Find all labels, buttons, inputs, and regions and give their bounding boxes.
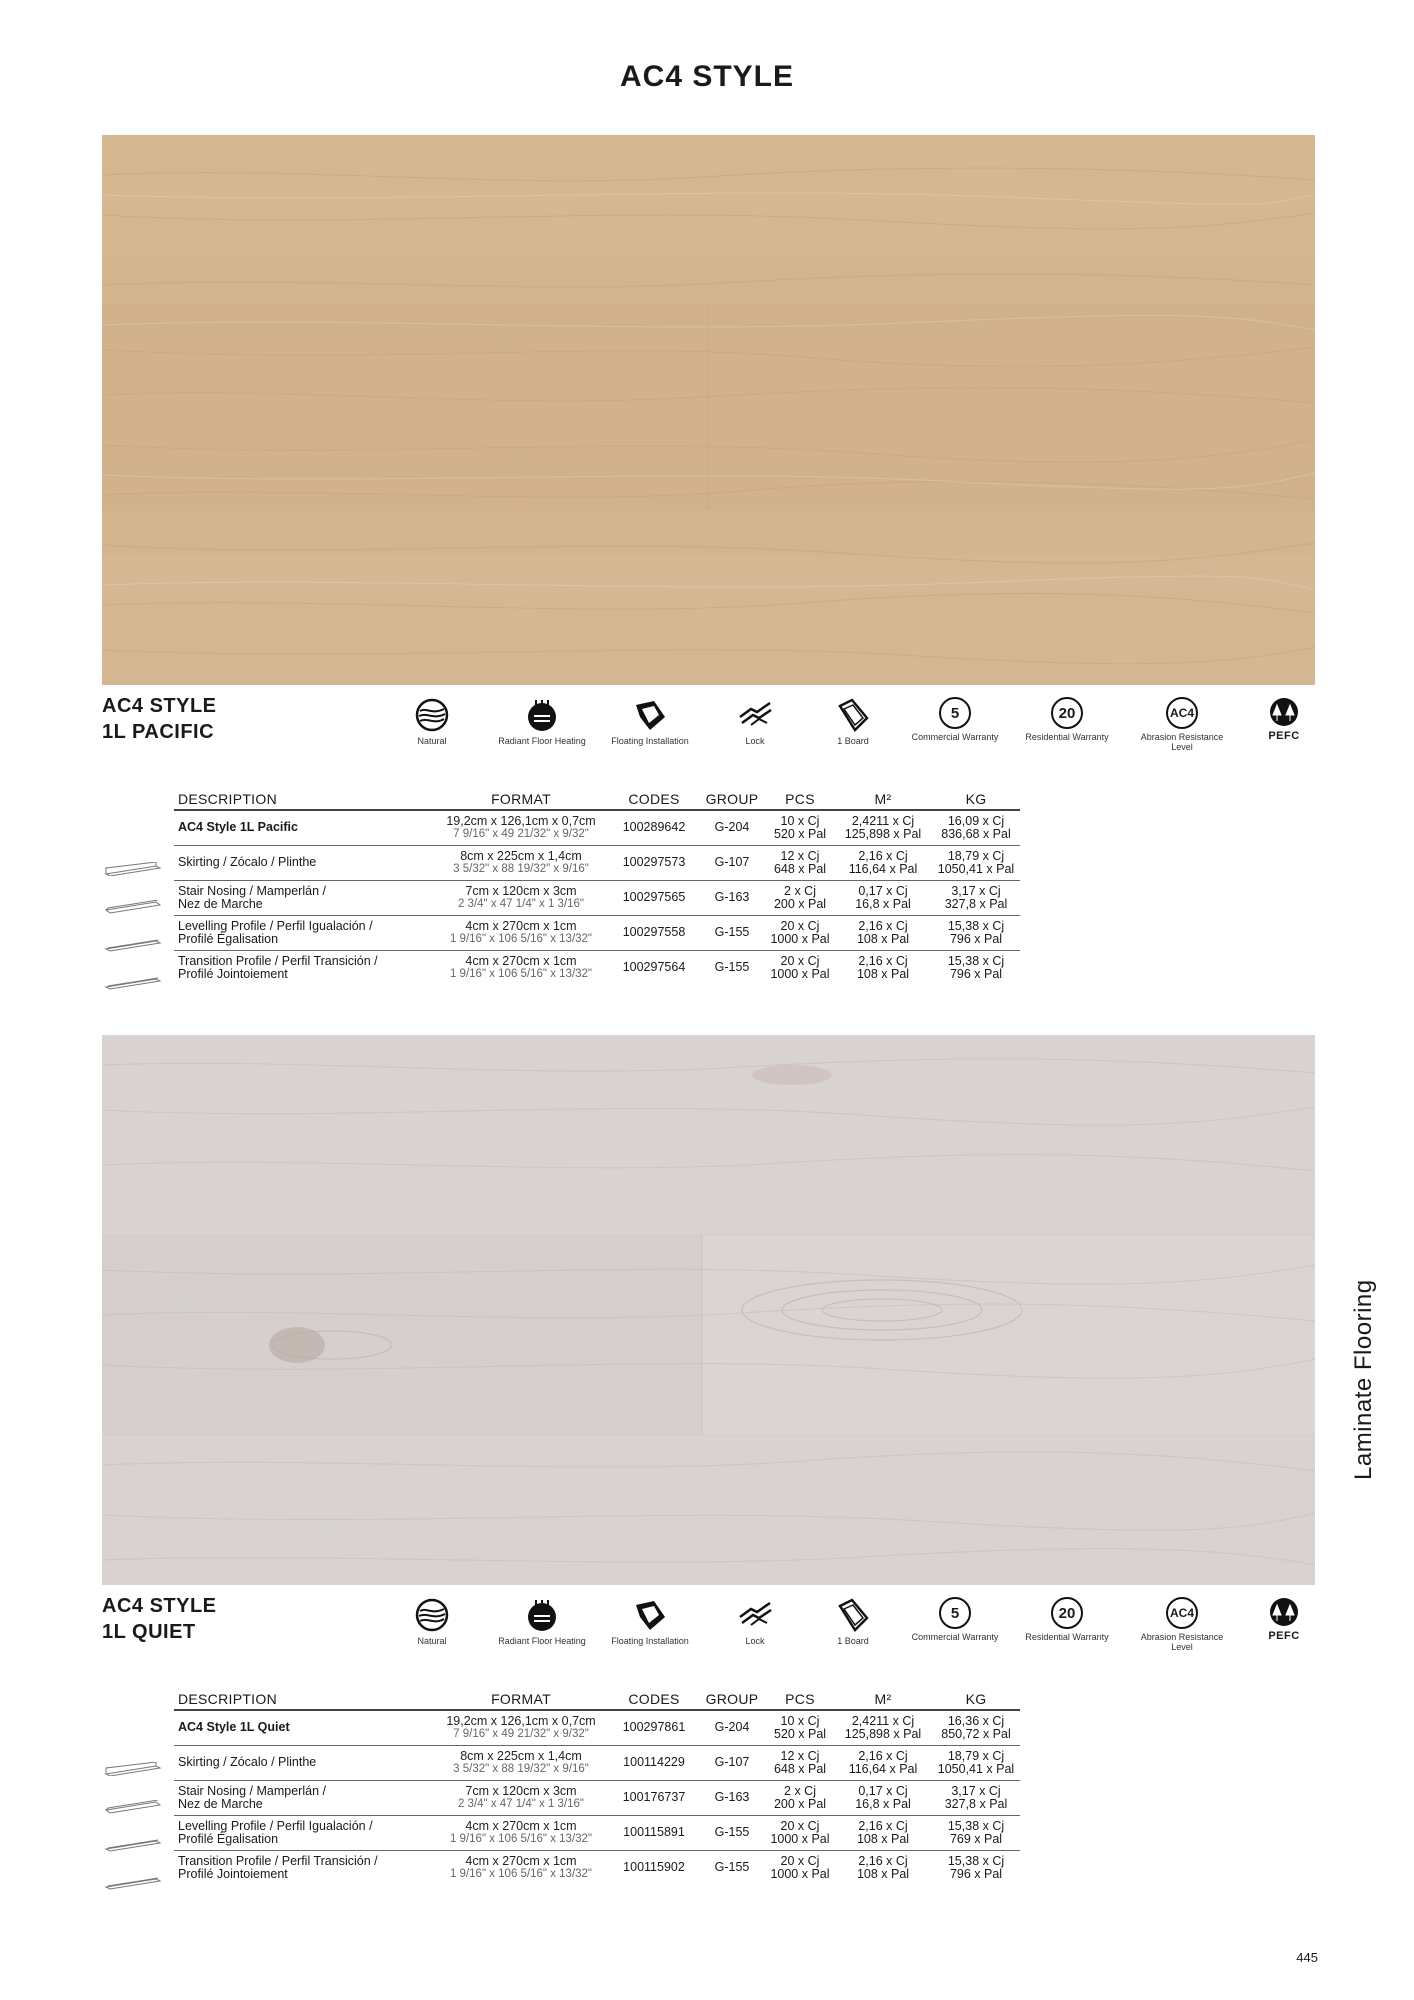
feature-floating-installation: Floating Installation [605, 697, 695, 746]
abrasion-resistance-icon: AC4 [1166, 697, 1198, 729]
page-title: AC4 STYLE [619, 60, 795, 93]
feature-one-board: 1 Board [808, 1597, 898, 1646]
feature-residential-warranty: 20 Residential Warranty [1022, 1597, 1112, 1642]
feature-residential-warranty: 20 Residential Warranty [1022, 697, 1112, 742]
header-description: DESCRIPTION [174, 1691, 432, 1710]
product-name-line2: 1L QUIET [102, 1621, 196, 1643]
levelling-profile-icon [104, 938, 162, 952]
table-row: Levelling Profile / Perfil Igualación / Profilé Égalisation 4cm x 270cm x 1cm 1 9/16" x 106 5/16" x 13/32" 100297558 G-155 20 x Cj 1000 x Pal 2,16 x Cj 108 x Pal 15,38 x Cj 796 x Pal [174, 915, 1020, 950]
table-row: Skirting / Zócalo / Plinthe 8cm x 225cm x 1,4cm 3 5/32" x 88 19/32" x 9/16" 100297573 G-107 12 x Cj 648 x Pal 2,16 x Cj 116,64 x Pal 18,79 x Cj 1050,41 x Pal [174, 845, 1020, 880]
header-codes: CODES [610, 1691, 698, 1710]
residential-warranty-icon: 20 [1051, 697, 1083, 729]
pefc-tree-icon [1266, 1597, 1302, 1627]
header-format: FORMAT [432, 1691, 610, 1710]
residential-warranty-icon: 20 [1051, 1597, 1083, 1629]
feature-floating-installation: Floating Installation [605, 1597, 695, 1646]
table-row: Transition Profile / Perfil Transición / Profilé Jointoiement 4cm x 270cm x 1cm 1 9/16" x 106 5/16" x 13/32" 100115902 G-155 20 x Cj 1000 x Pal 2,16 x Cj 108 x Pal 15,38 x Cj 796 x Pal [178, 1853, 1005, 1881]
commercial-warranty-icon: 5 [939, 1597, 971, 1629]
floating-installation-icon [632, 697, 668, 733]
header-group: GROUP [698, 791, 766, 810]
spec-table-quiet [174, 1691, 1020, 1885]
abrasion-resistance-icon: AC4 [1166, 1597, 1198, 1629]
transition-profile-icon [104, 976, 162, 990]
section-side-label: Laminate Flooring [1350, 1279, 1377, 1480]
lock-icon [737, 697, 773, 733]
feature-one-board: 1 Board [808, 697, 898, 746]
pefc-logo: PEFC [1264, 697, 1304, 742]
header-description: DESCRIPTION [174, 791, 432, 810]
one-board-icon [835, 697, 871, 733]
feature-commercial-warranty: 5 Commercial Warranty [910, 697, 1000, 742]
floating-installation-icon [632, 1597, 668, 1633]
stair-nosing-profile-icon [104, 1800, 162, 1814]
product-name-line1: AC4 STYLE [102, 1595, 217, 1617]
header-group: GROUP [698, 1691, 766, 1710]
natural-texture-icon [414, 697, 450, 733]
natural-texture-icon [414, 1597, 450, 1633]
feature-pefc [1239, 1597, 1329, 1642]
table-row: Levelling Profile / Perfil Igualación / Profilé Égalisation 4cm x 270cm x 1cm 1 9/16" x 106 5/16" x 13/32" 100115891 G-155 20 x Cj 1000 x Pal 2,16 x Cj 108 x Pal 15,38 x Cj 769 x Pal [174, 1815, 1020, 1850]
table-row: AC4 Style 1L Pacific 19,2cm x 126,1cm x 0,7cm 7 9/16" x 49 21/32" x 9/32" 100289642 G-204 10 x Cj 520 x Pal 2,4211 x Cj 125,898 x Pal 16,09 x Cj 836,68 x Pal [174, 810, 1020, 845]
header-kg: KG [932, 791, 1020, 810]
levelling-profile-icon [104, 1838, 162, 1852]
header-pcs: PCS [766, 1691, 834, 1710]
pefc-logo: PEFC [1264, 1597, 1304, 1642]
one-board-icon [835, 1597, 871, 1633]
table-row: AC4 Style 1L Quiet 19,2cm x 126,1cm x 0,7cm 7 9/16" x 49 21/32" x 9/32" 100297861 G-204 10 x Cj 520 x Pal 2,4211 x Cj 125,898 x Pal 16,36 x Cj 850,72 x Pal [174, 1710, 1020, 1745]
feature-icons-pacific [0, 697, 1414, 777]
feature-abrasion-resistance: AC4 Abrasion Resistance Level [1137, 1597, 1227, 1652]
feature-radiant-floor-heating: Radiant Floor Heating [497, 697, 587, 746]
product-name-line2: 1L PACIFIC [102, 721, 215, 743]
wood-swatch-quiet [102, 1035, 1315, 1585]
feature-natural: Natural [387, 1597, 477, 1646]
header-m2: M² [834, 1691, 932, 1710]
page-number: 445 [1296, 1950, 1318, 1965]
header-kg: KG [932, 1691, 1020, 1710]
feature-icons-quiet [0, 1597, 1414, 1677]
wood-swatch-pacific [102, 135, 1315, 685]
table-row: Stair Nosing / Mamperlán / Nez de Marche 7cm x 120cm x 3cm 2 3/4" x 47 1/4" x 1 3/16" 100176737 G-163 2 x Cj 200 x Pal 0,17 x Cj 16,8 x Pal 3,17 x Cj 327,8 x Pal [174, 1780, 1020, 1815]
table-row: Stair Nosing / Mamperlán / Nez de Marche 7cm x 120cm x 3cm 2 3/4" x 47 1/4" x 1 3/16" 100297565 G-163 2 x Cj 200 x Pal 0,17 x Cj 16,8 x Pal 3,17 x Cj 327,8 x Pal [174, 880, 1020, 915]
radiant-floor-heating-icon [524, 697, 560, 733]
table-row: Transition Profile / Perfil Transición / Profilé Jointoiement 4cm x 270cm x 1cm 1 9/16" x 106 5/16" x 13/32" 100297564 G-155 20 x Cj 1000 x Pal 2,16 x Cj 108 x Pal 15,38 x Cj 796 x Pal [178, 953, 1005, 981]
feature-natural: Natural [387, 697, 477, 746]
stair-nosing-profile-icon [104, 900, 162, 914]
product-name-line1: AC4 STYLE [102, 695, 217, 717]
header-codes: CODES [610, 791, 698, 810]
feature-commercial-warranty: 5 Commercial Warranty [910, 1597, 1000, 1642]
skirting-profile-icon [104, 862, 162, 876]
skirting-profile-icon [104, 1762, 162, 1776]
feature-radiant-floor-heating: Radiant Floor Heating [497, 1597, 587, 1646]
feature-abrasion-resistance: AC4 Abrasion Resistance Level [1137, 697, 1227, 752]
spec-table-pacific [174, 791, 1020, 985]
table-row: Skirting / Zócalo / Plinthe 8cm x 225cm x 1,4cm 3 5/32" x 88 19/32" x 9/16" 100114229 G-107 12 x Cj 648 x Pal 2,16 x Cj 116,64 x Pal 18,79 x Cj 1050,41 x Pal [174, 1745, 1020, 1780]
transition-profile-icon [104, 1876, 162, 1890]
feature-pefc [1239, 697, 1329, 742]
feature-lock: Lock [710, 697, 800, 746]
header-pcs: PCS [766, 791, 834, 810]
lock-icon [737, 1597, 773, 1633]
feature-lock: Lock [710, 1597, 800, 1646]
radiant-floor-heating-icon [524, 1597, 560, 1633]
pefc-tree-icon [1266, 697, 1302, 727]
commercial-warranty-icon: 5 [939, 697, 971, 729]
header-format: FORMAT [432, 791, 610, 810]
header-m2: M² [834, 791, 932, 810]
